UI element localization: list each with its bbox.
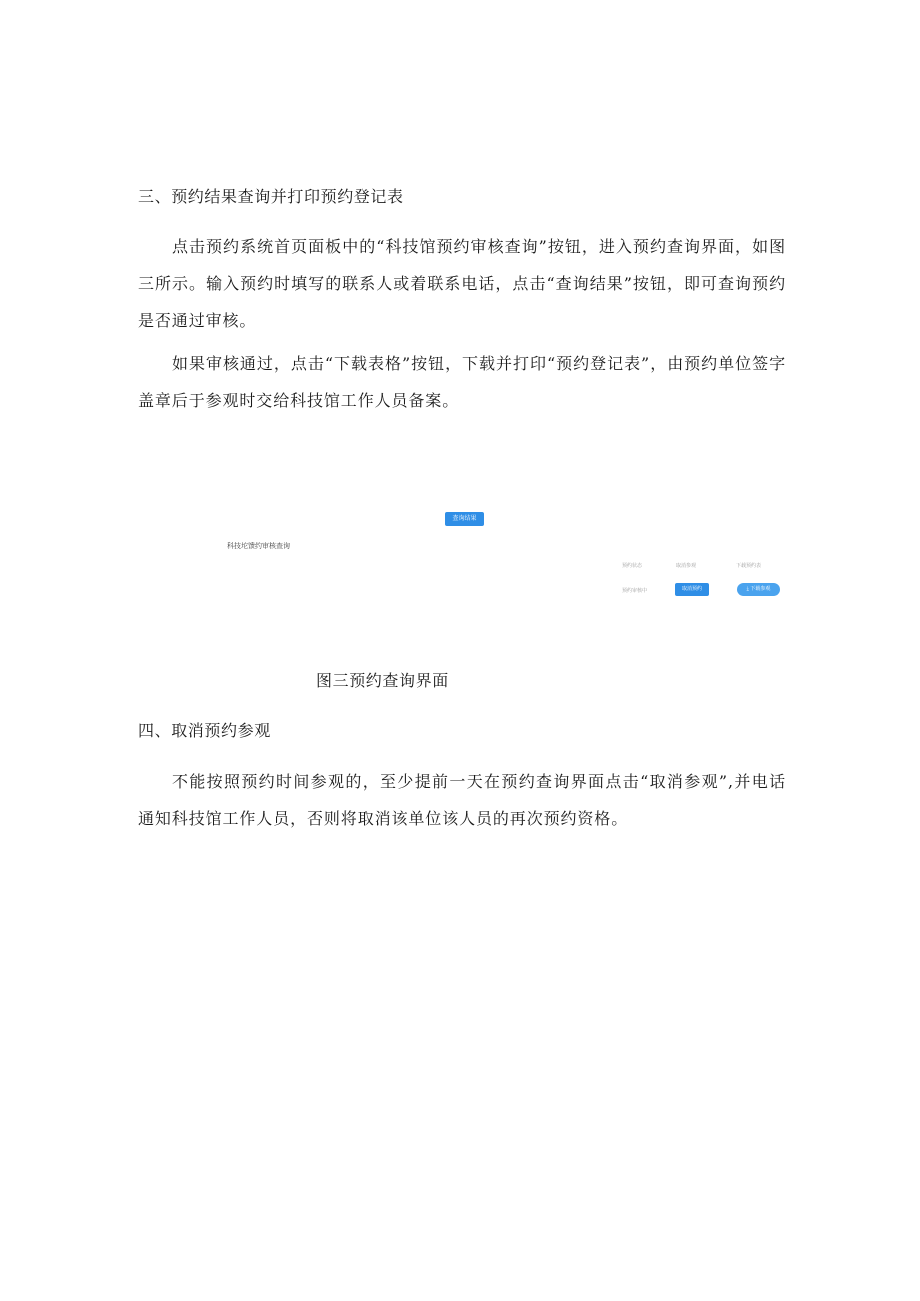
download-form-button[interactable]: ⤓ 下载参观 — [737, 583, 780, 596]
section-3-paragraph-2: 如果审核通过，点击“下载表格”按钮，下载并打印“预约登记表”，由预约单位签字盖章后于参观时交给科技馆工作人员备案。 — [138, 354, 786, 410]
figure-caption: 图三预约查询界面 — [316, 671, 449, 690]
row-status-value: 预约审核中 — [622, 588, 648, 594]
column-header-cancel: 取消参观 — [676, 563, 697, 569]
section-3-heading: 三、预约结果查询并打印预约登记表 — [138, 187, 404, 206]
section-4-paragraph: 不能按照预约时间参观的，至少提前一天在预约查询界面点击“取消参观”,并电话通知科技馆工作人员，否则将取消该单位该人员的再次预约资格。 — [138, 772, 786, 828]
cancel-reservation-button[interactable]: 取消预约 — [675, 583, 709, 596]
column-header-status: 预约状态 — [622, 563, 643, 569]
section-4-heading: 四、取消预约参观 — [138, 721, 271, 740]
query-result-button[interactable]: 查询结果 — [445, 512, 484, 526]
column-header-download: 下载预约表 — [736, 563, 762, 569]
section-3-paragraph-1: 点击预约系统首页面板中的“科技馆预约审核查询”按钮，进入预约查询界面，如图三所示。输入预约时填写的联系人或着联系电话，点击“查询结果”按钮，即可查询预约是否通过审核。 — [138, 237, 786, 330]
query-page-title: 科技坨馈约审核查询 — [227, 542, 290, 550]
